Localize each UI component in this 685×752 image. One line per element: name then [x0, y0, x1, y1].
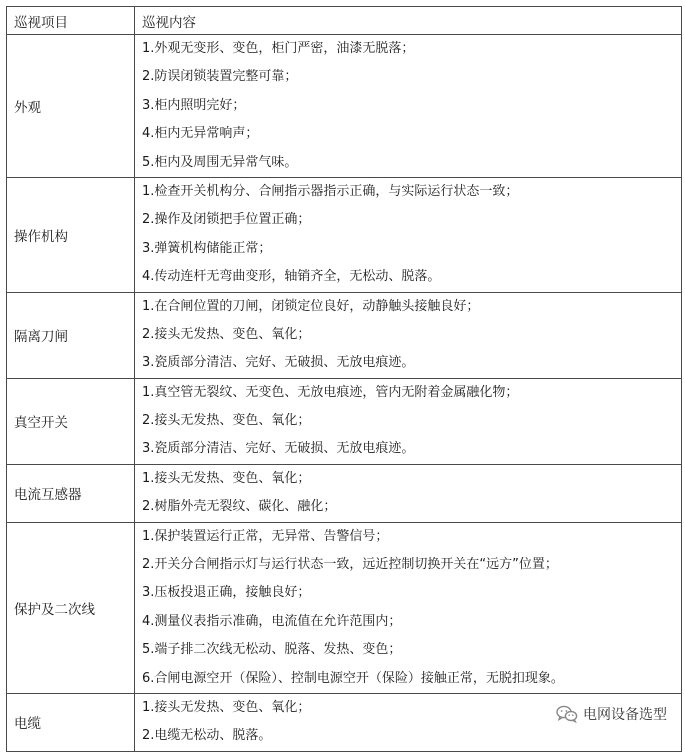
inspection-content-line: 2.开关分合闸指示灯与运行状态一致，远近控制切换开关在“远方”位置； — [142, 557, 558, 573]
watermark-text: 电网设备选型 — [583, 707, 667, 723]
inspection-item-cell: 隔离刀闸 — [7, 292, 135, 378]
inspection-content-line: 2.接头无发热、变色、氧化； — [142, 326, 311, 342]
inspection-item-cell: 电流互感器 — [7, 464, 135, 522]
inspection-content-line: 5.端子排二次线无松动、脱落、发热、变色； — [142, 642, 402, 658]
inspection-content-line: 3.瓷质部分清洁、完好、无破损、无放电痕迹。 — [142, 441, 415, 457]
inspection-content-line: 4.柜内无异常响声； — [142, 126, 259, 142]
inspection-content-line: 1.外观无变形、变色，柜门严密，油漆无脱落； — [142, 41, 415, 56]
inspection-content-line: 1.在合闸位置的刀闸，闭锁定位良好，动静触头接触良好； — [142, 298, 480, 314]
inspection-item-cell: 保护及二次线 — [7, 522, 135, 693]
table-row — [7, 35, 682, 178]
table-row — [7, 378, 682, 464]
inspection-table — [6, 6, 682, 752]
inspection-content-line: 6.合闸电源空开（保险）、控制电源空开（保险）接触正常，无脱扣现象。 — [142, 670, 564, 686]
inspection-content-line: 4.测量仪表指示准确，电流值在允许范围内； — [142, 613, 402, 629]
inspection-content-line: 2.防误闭锁装置完整可靠； — [142, 69, 298, 85]
inspection-table-body — [7, 7, 682, 752]
table-row — [7, 177, 682, 292]
inspection-item-cell: 真空开关 — [7, 378, 135, 464]
inspection-content-cell — [135, 292, 682, 378]
table-header-row — [7, 7, 682, 35]
inspection-content-line: 2.接头无发热、变色、氧化； — [142, 413, 311, 429]
inspection-item-cell: 电缆 — [7, 693, 135, 751]
watermark — [556, 704, 667, 724]
table-row — [7, 292, 682, 378]
inspection-content-cell — [135, 522, 682, 693]
inspection-content-line: 4.传动连杆无弯曲变形，轴销齐全，无松动、脱落。 — [142, 269, 441, 285]
inspection-content-cell — [135, 378, 682, 464]
inspection-content-line: 2.操作及闭锁把手位置正确； — [142, 212, 311, 228]
inspection-content-cell — [135, 464, 682, 522]
inspection-item-cell: 操作机构 — [7, 177, 135, 292]
inspection-content-line: 5.柜内及周围无异常气味。 — [142, 154, 298, 170]
inspection-content-line: 3.弹簧机构储能正常； — [142, 240, 272, 256]
inspection-content-line: 1.接头无发热、变色、氧化； — [142, 470, 311, 486]
inspection-content-line: 1.真空管无裂纹、无变色、无放电痕迹，管内无附着金属融化物； — [142, 384, 519, 400]
inspection-content-line: 3.压板投退正确，接触良好； — [142, 585, 311, 601]
inspection-content-cell — [135, 35, 682, 178]
inspection-content-line: 3.柜内照明完好； — [142, 97, 246, 113]
table-row — [7, 464, 682, 522]
inspection-content-line: 1.检查开关机构分、合闸指示器指示正确，与实际运行状态一致； — [142, 183, 519, 199]
wechat-icon — [556, 705, 578, 723]
inspection-content-line: 3.瓷质部分清洁、完好、无破损、无放电痕迹。 — [142, 355, 415, 371]
header-item-cell: 巡视项目 — [7, 7, 135, 35]
table-row — [7, 522, 682, 693]
inspection-content-cell — [135, 177, 682, 292]
inspection-item-cell: 外观 — [7, 35, 135, 178]
header-content-cell: 巡视内容 — [135, 7, 682, 35]
inspection-content-line: 1.保护装置运行正常，无异常、告警信号； — [142, 528, 389, 544]
inspection-content-line: 2.电缆无松动、脱落。 — [142, 728, 272, 744]
inspection-content-line: 1.接头无发热、变色、氧化； — [142, 699, 311, 715]
inspection-content-line: 2.树脂外壳无裂纹、碳化、融化； — [142, 499, 337, 515]
